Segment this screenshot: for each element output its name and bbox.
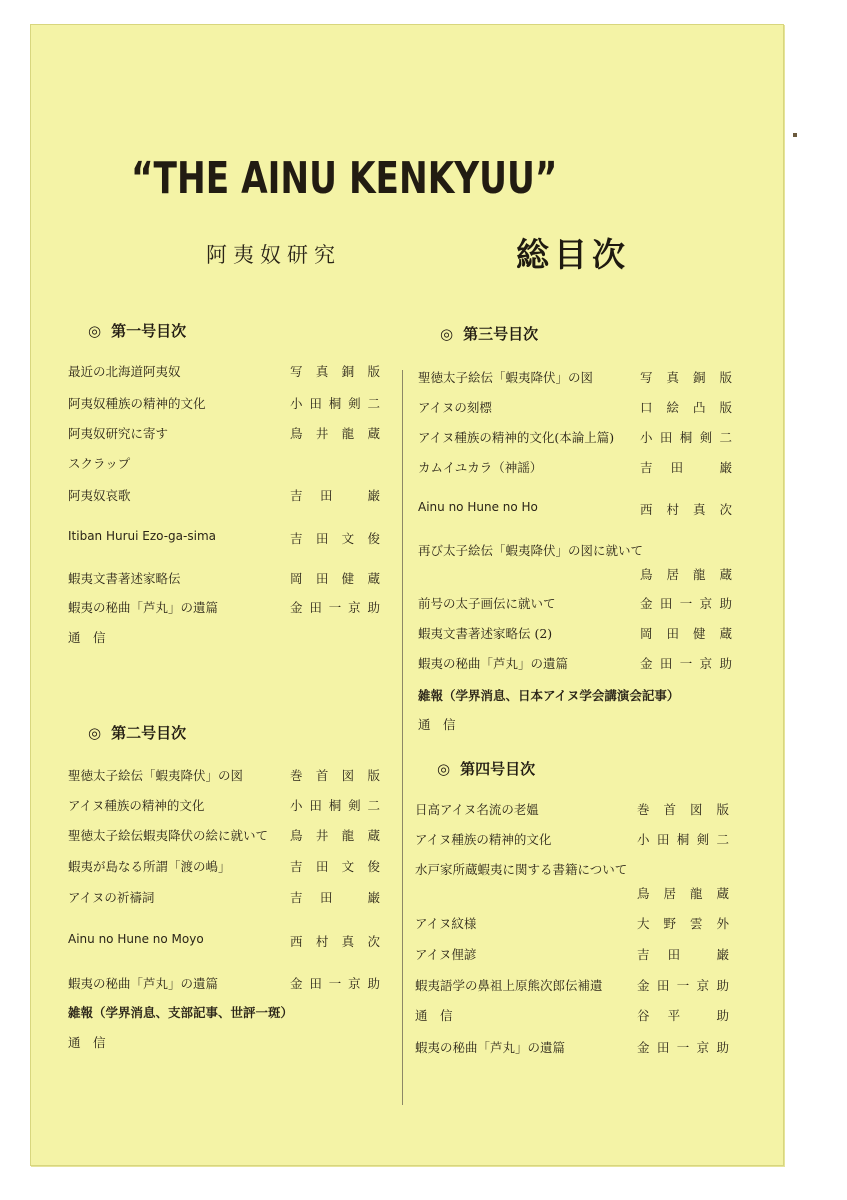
entry-title: アイヌ俚諺: [415, 947, 477, 962]
entry-author: 大 野 雲 外: [637, 916, 729, 931]
toc-entry: [68, 424, 380, 444]
toc-entry: [415, 976, 729, 996]
entry-author: 谷 平 助: [637, 1008, 729, 1023]
toc-entry: [68, 826, 380, 846]
toc-entry: [415, 830, 729, 850]
title-japanese: 阿夷奴研究: [206, 243, 341, 267]
entry-author: 吉 田 巌: [640, 460, 732, 475]
entry-author: 巻 首 図 版: [290, 768, 380, 783]
entry-title: アイヌの祈禱詞: [68, 890, 155, 905]
toc-entry: [68, 394, 380, 414]
entry-title: アイヌ種族の精神的文化: [415, 832, 552, 847]
entry-author: 小 田 桐 剣 二: [290, 396, 380, 411]
toc-entry: [68, 628, 380, 648]
entry-author: 吉 田 文 俊: [290, 859, 380, 874]
entry-title: 蝦夷文書著述家略伝 (2): [418, 626, 553, 641]
entry-author: 鳥 井 龍 蔵: [290, 828, 380, 843]
entry-title: 通 信: [68, 1035, 106, 1050]
toc-entry: [418, 398, 732, 418]
toc-entry: [68, 766, 380, 786]
toc-entry: [418, 654, 732, 674]
entry-title: 聖徳太子絵伝「蝦夷降伏」の図: [68, 768, 244, 783]
entry-author: 金 田 一 京 助: [640, 596, 732, 611]
toc-entry: [418, 686, 732, 706]
entry-title: 雑報（学界消息、日本アイヌ学会講演会記事）: [418, 688, 680, 703]
entry-author: 口 絵 凸 版: [640, 400, 732, 415]
entry-title: 蝦夷が島なる所謂「渡の嶋」: [68, 859, 231, 874]
entry-author: 鳥 井 龍 蔵: [290, 426, 380, 441]
entry-author: 岡 田 健 蔵: [290, 571, 380, 586]
entry-title: Ainu no Hune no Ho: [418, 500, 538, 514]
entry-title: 通 信: [68, 630, 106, 645]
entry-title: 阿夷奴種族の精神的文化: [68, 396, 206, 411]
toc-entry: [415, 800, 729, 820]
section-heading-text: 第一号目次: [111, 322, 187, 340]
toc-entry: [418, 428, 732, 448]
toc-entry: [68, 598, 380, 618]
entry-author: 鳥 居 龍 蔵: [637, 886, 729, 901]
entry-title: スクラップ: [68, 456, 131, 471]
section-heading-text: 第四号目次: [460, 760, 536, 778]
entry-author: 鳥 居 龍 蔵: [640, 567, 732, 582]
toc-entry: [415, 945, 729, 965]
entry-author: 巻 首 図 版: [637, 802, 729, 817]
entry-title: 蝦夷の秘曲「芦丸」の遺篇: [68, 976, 219, 991]
entry-title: カムイユカラ（神謡）: [418, 460, 543, 475]
entry-author: 写 真 銅 版: [640, 370, 732, 385]
section-heading-text: 第三号目次: [463, 325, 539, 343]
entry-author: 金 田 一 京 助: [290, 976, 380, 991]
entry-author: 吉 田 文 俊: [290, 531, 380, 546]
entry-author: 金 田 一 京 助: [637, 978, 729, 993]
title-general-contents: 総目次: [516, 235, 630, 274]
entry-title: 蝦夷文書著述家略伝: [68, 571, 181, 586]
toc-entry: [415, 1038, 729, 1058]
double-circle-icon: ◎: [88, 322, 102, 340]
entry-author: 吉 田 巌: [290, 488, 380, 503]
toc-entry: [68, 529, 380, 549]
toc-entry: [418, 458, 732, 478]
entry-title: アイヌ種族の精神的文化(本論上篇): [418, 430, 615, 445]
entry-title: 蝦夷の秘曲「芦丸」の遺篇: [415, 1040, 566, 1055]
section-heading: [437, 758, 535, 779]
double-circle-icon: ◎: [88, 724, 102, 742]
entry-author: 西 村 真 次: [290, 934, 380, 949]
entry-title: 蝦夷の秘曲「芦丸」の遺篇: [68, 600, 219, 615]
section-heading: [88, 320, 186, 341]
section-heading-text: 第二号目次: [111, 724, 187, 742]
toc-entry: [418, 500, 732, 520]
entry-title: 蝦夷の秘曲「芦丸」の遺篇: [418, 656, 569, 671]
toc-entry: [68, 362, 380, 382]
paper-mark: [793, 133, 797, 137]
entry-title: 水戸家所蔵蝦夷に関する書籍について: [415, 862, 628, 877]
entry-author: 金 田 一 京 助: [637, 1040, 729, 1055]
entry-author: 吉 田 巌: [637, 947, 729, 962]
entry-author: 写 真 銅 版: [290, 364, 380, 379]
entry-author: 小 田 桐 剣 二: [637, 832, 729, 847]
toc-entry: [68, 974, 380, 994]
section-heading: [440, 323, 538, 344]
toc-entry: [68, 888, 380, 908]
double-circle-icon: ◎: [437, 760, 451, 778]
toc-entry: [68, 932, 380, 952]
entry-title: アイヌ種族の精神的文化: [68, 798, 205, 813]
toc-entry: [68, 454, 380, 474]
entry-title: 再び太子絵伝「蝦夷降伏」の図に就いて: [418, 543, 644, 558]
entry-title: アイヌ紋様: [415, 916, 477, 931]
entry-author: 小 田 桐 剣 二: [290, 798, 380, 813]
entry-author: 西 村 真 次: [640, 502, 732, 517]
toc-entry: [68, 1003, 380, 1023]
toc-entry: [68, 486, 380, 506]
entry-title: 最近の北海道阿夷奴: [68, 364, 181, 379]
entry-title: 阿夷奴哀歌: [68, 488, 131, 503]
entry-title: 前号の太子画伝に就いて: [418, 596, 556, 611]
entry-title: 聖徳太子絵伝「蝦夷降伏」の図: [418, 370, 594, 385]
toc-entry: [68, 857, 380, 877]
toc-entry: [418, 594, 732, 614]
entry-author: 金 田 一 京 助: [640, 656, 732, 671]
toc-entry: [418, 715, 732, 735]
toc-entry: [415, 914, 729, 934]
entry-title: 通 信: [418, 717, 456, 732]
toc-entry: [418, 368, 732, 388]
entry-title: 聖徳太子絵伝蝦夷降伏の絵に就いて: [68, 828, 269, 843]
title-english: “THE AINU KENKYUU”: [131, 153, 558, 204]
section-heading: [88, 722, 186, 743]
double-circle-icon: ◎: [440, 325, 454, 343]
entry-title: Itiban Hurui Ezo-ga-sima: [68, 529, 216, 543]
toc-entry: [68, 569, 380, 589]
entry-title: 日高アイヌ名流の老媼: [415, 802, 539, 817]
toc-entry: [415, 884, 729, 904]
entry-title: 阿夷奴研究に寄す: [68, 426, 169, 441]
entry-title: 蝦夷語学の鼻祖上原熊次郎伝補遺: [415, 978, 603, 993]
entry-title: 雑報（学界消息、支部記事、世評一斑）: [68, 1005, 294, 1020]
column-divider: [402, 370, 403, 1105]
toc-entry: [68, 1033, 380, 1053]
toc-entry: [418, 541, 732, 561]
entry-title: 通 信: [415, 1008, 453, 1023]
entry-title: アイヌの刻標: [418, 400, 492, 415]
entry-author: 吉 田 巌: [290, 890, 380, 905]
entry-author: 小 田 桐 剣 二: [640, 430, 732, 445]
entry-author: 岡 田 健 蔵: [640, 626, 732, 641]
toc-entry: [415, 1006, 729, 1026]
entry-author: 金 田 一 京 助: [290, 600, 380, 615]
toc-entry: [68, 796, 380, 816]
toc-entry: [418, 565, 732, 585]
toc-entry: [415, 860, 729, 880]
entry-title: Ainu no Hune no Moyo: [68, 932, 204, 946]
toc-entry: [418, 624, 732, 644]
